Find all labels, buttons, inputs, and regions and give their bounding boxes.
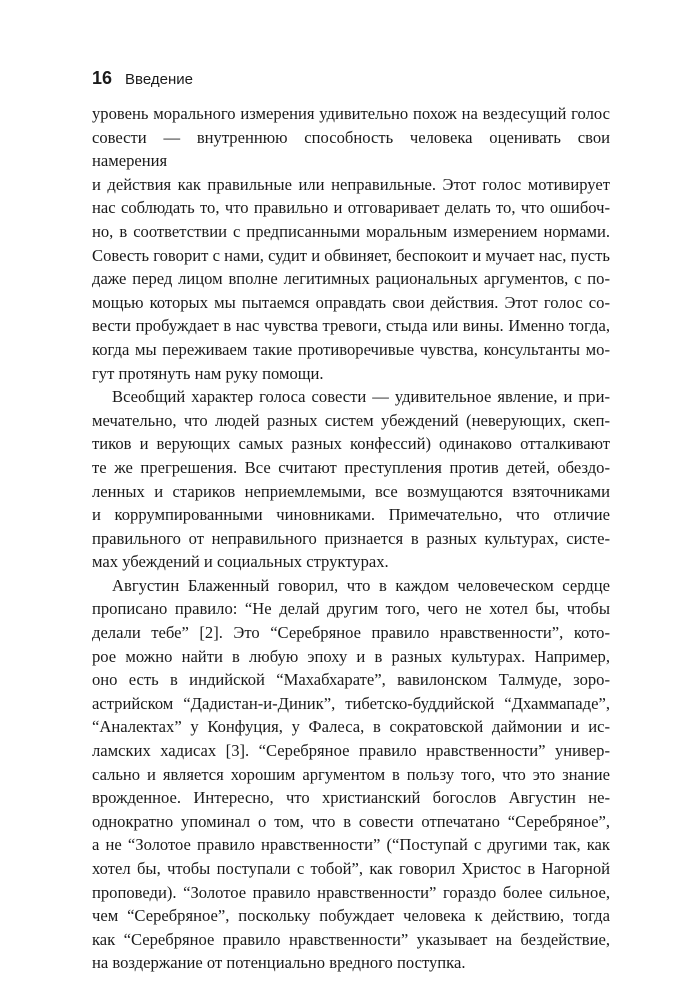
text-line: правильного от неправильного признается в разных культурах, систе-	[92, 528, 610, 548]
text-line: прописано правило: “Не делай другим того, чего не хотел бы, чтобы	[92, 599, 610, 619]
text-line: хотел бы, чтобы поступали с тобой”, как говорил Христос в Нагорной	[92, 859, 610, 878]
text-line: даже перед лицом вполне легитимных рациональных аргументов, с по-	[92, 269, 610, 289]
text-line: делали тебе” [2]. Это “Серебряное правило нравственности”, кото-	[92, 623, 610, 643]
text-line: но, в соответствии с предписанными моральным измерением нормами.	[92, 221, 610, 241]
section-title: Введение	[125, 71, 193, 88]
text-line: “Аналектах” у Конфуция, у Фалеса, в сократовской даймонии и ис-	[92, 717, 610, 737]
text-line: сально и является хорошим аргументом в пользу того, что это знание	[92, 764, 610, 784]
text-line: совести — внутреннюю способность человека оценивать свои намерения	[92, 127, 610, 171]
running-head	[92, 68, 193, 89]
body-text	[92, 102, 610, 975]
text-line: астрийском “Дадистан-и-Диник”, тибетско-буддийской “Дхаммападе”,	[92, 693, 610, 713]
text-line: оно есть в индийской “Махабхарате”, вавилонском Талмуде, зоро-	[92, 670, 610, 690]
page-number: 16	[92, 68, 113, 88]
paragraph-1	[92, 102, 610, 385]
text-line: на воздержание от потенциально вредного поступка.	[92, 953, 466, 973]
text-line: вести пробуждает в нас чувства тревоги, стыда или вины. Именно тогда,	[92, 316, 610, 336]
text-line: тиков и верующих самых разных конфессий) одинаково отталкивают	[92, 434, 610, 454]
text-line: и действия как правильные или неправильные. Этот голос мотивирует	[92, 174, 610, 194]
text-line: мах убеждений и социальных структурах.	[92, 552, 389, 572]
text-line: как “Серебряное правило нравственности” указывает на бездействие,	[92, 929, 610, 949]
text-line: и коррумпированными чиновниками. Примечательно, что отличие	[92, 505, 610, 525]
text-line: мощью которых мы пытаемся оправдать свои действия. Этот голос со-	[92, 292, 610, 312]
paragraph-2	[92, 385, 610, 574]
text-line: Всеобщий характер голоса совести — удивительное явление, и при-	[112, 387, 610, 407]
text-line: когда мы переживаем такие противоречивые чувства, консультанты мо-	[92, 339, 610, 359]
text-line: ламских хадисах [3]. “Серебряное правило нравственности” универ-	[92, 741, 610, 761]
text-line: однократно упоминал о том, что в совести отпечатано “Серебряное”,	[92, 811, 610, 831]
text-line: рое можно найти в любую эпоху и в разных культурах. Например,	[92, 646, 610, 666]
text-line: чем “Серебряное”, поскольку побуждает человека к действию, тогда	[92, 906, 610, 926]
text-line: а не “Золотое правило нравственности” (“Поступай с другими так, как	[92, 835, 610, 855]
text-line: врожденное. Интересно, что христианский богослов Августин не-	[92, 788, 610, 808]
text-line: Совесть говорит с нами, судит и обвиняет, беспокоит и мучает нас, пусть	[92, 245, 610, 265]
text-line: нас соблюдать то, что правильно и отговаривает делать то, что ошибоч-	[92, 198, 610, 218]
text-line: мечательно, что людей разных систем убеждений (неверующих, скеп-	[92, 410, 610, 430]
text-line: те же прегрешения. Все считают преступления против детей, обездо-	[92, 457, 610, 477]
text-line: уровень морального измерения удивительно похож на вездесущий голос	[92, 104, 610, 123]
paragraph-3	[92, 574, 610, 975]
text-line: ленных и стариков неприемлемыми, все возмущаются взяточниками	[92, 481, 610, 501]
text-line: Августин Блаженный говорил, что в каждом человеческом сердце	[112, 575, 610, 595]
text-line: гут протянуть нам руку помощи.	[92, 363, 324, 383]
text-line: проповеди). “Золотое правило нравственности” гораздо более сильное,	[92, 882, 610, 902]
